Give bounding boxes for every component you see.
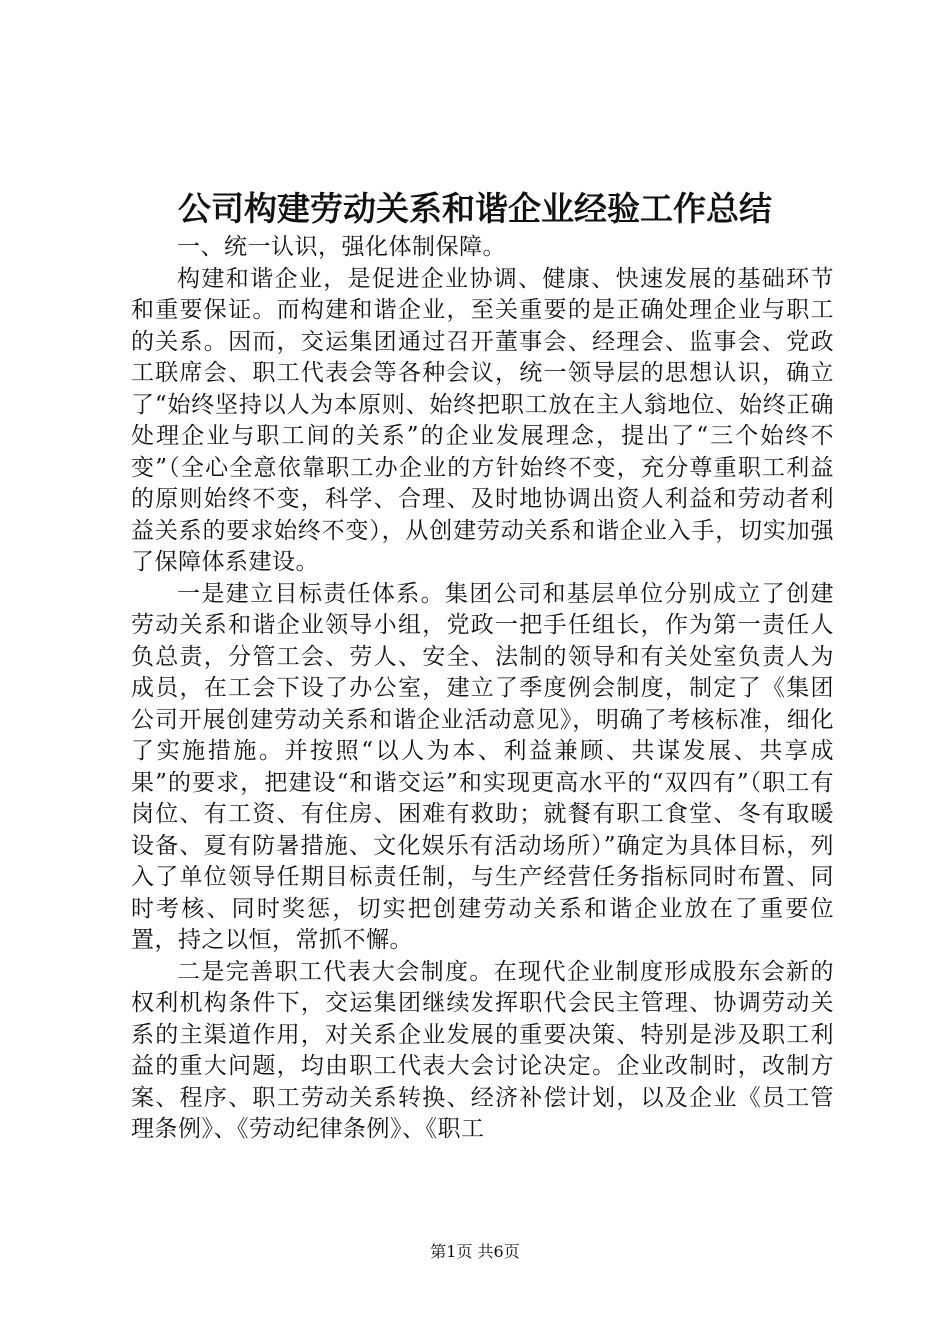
document-body: [131, 232, 834, 1146]
paragraph: 构建和谐企业，是促进企业协调、健康、快速发展的基础环节和重要保证。而构建和谐企业，至关重要的是正确处理企业与职工的关系。因而，交运集团通过召开董事会、经理会、监事会、党政工联席会、职工代表会等各种会议，统一领导层的思想认识，确立了“始终坚持以人为本原则、始终把职工放在主人翁地位、始终正确处理企业与职工间的关系”的企业发展理念，提出了“三个始终不变”（全心全意依靠职工办企业的方针始终不变，充分尊重职工利益的原则始终不变，科学、合理、及时地协调出资人利益和劳动者利益关系的要求始终不变），从创建劳动关系和谐企业入手，切实加强了保障体系建设。: [131, 265, 834, 575]
paragraph: 二是完善职工代表大会制度。在现代企业制度形成股东会新的权利机构条件下，交运集团继续发挥职代会民主管理、协调劳动关系的主渠道作用，对关系企业发展的重要决策、特别是涉及职工利益的重大问题，均由职工代表大会讨论决定。企业改制时，改制方案、程序、职工劳动关系转换、经济补偿计划，以及企业《员工管理条例》、《劳动纪律条例》、《职工: [131, 958, 834, 1142]
paragraph: 一是建立目标责任体系。集团公司和基层单位分别成立了创建劳动关系和谐企业领导小组，党政一把手任组长，作为第一责任人负总责，分管工会、劳人、安全、法制的领导和有关处室负责人为成员，在工会下设了办公室，建立了季度例会制度，制定了《集团公司开展创建劳动关系和谐企业活动意见》，明确了考核标准，细化了实施措施。并按照“以人为本、利益兼顾、共谋发展、共享成果”的要求，把建设“和谐交运”和实现更高水平的“双四有”（职工有岗位、有工资、有住房、困难有救助；就餐有职工食堂、冬有取暖设备、夏有防暑措施、文化娱乐有活动场所）”确定为具体目标，列入了单位领导任期目标责任制，与生产经营任务指标同时布置、同时考核、同时奖惩，切实把创建劳动关系和谐企业放在了重要位置，持之以恒，常抓不懈。: [131, 580, 834, 953]
page-number-footer: 第1页 共6页: [430, 1242, 520, 1261]
document-title: 公司构建劳动关系和谐企业经验工作总结: [178, 189, 772, 228]
section-heading: 一、统一认识，强化体制保障。: [177, 234, 506, 260]
